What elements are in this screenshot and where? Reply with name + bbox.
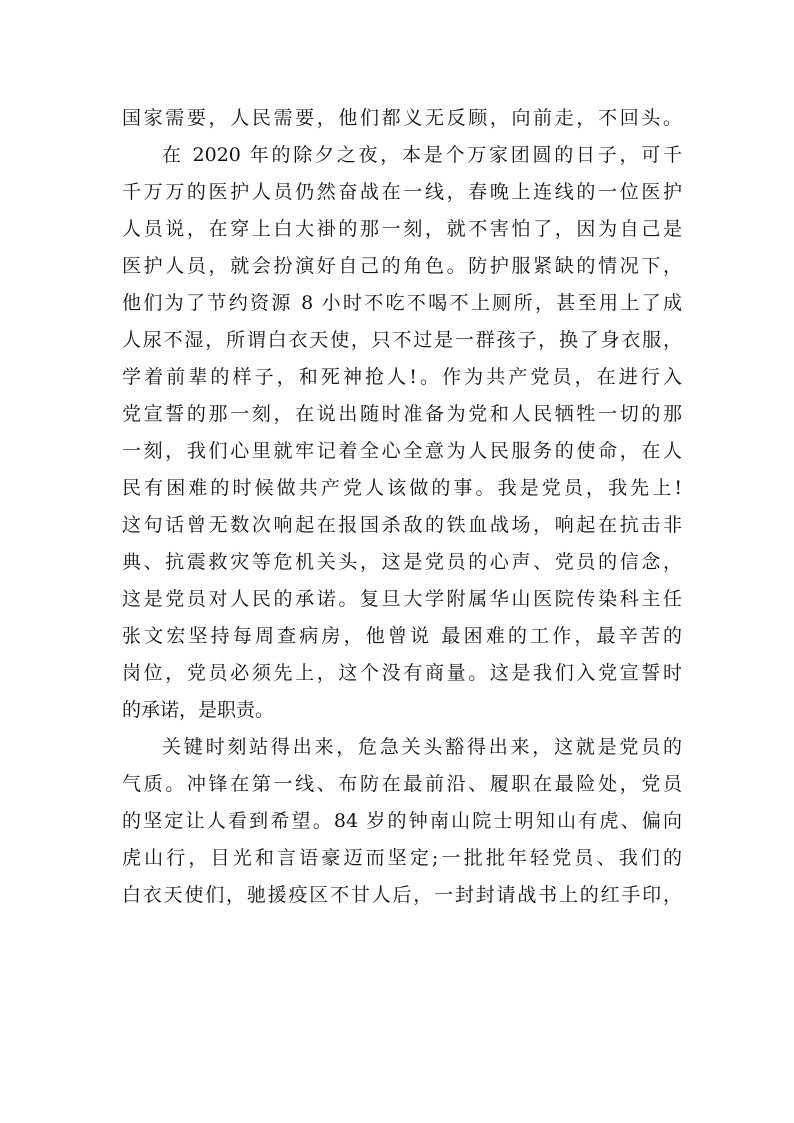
paragraph-start-line: 关键时刻站得出来，危急关头豁得出来，这就是党员的 <box>162 736 682 758</box>
text-line: 千万万的医护人员仍然奋战在一线，春晚上连线的一位医护 <box>122 181 682 203</box>
text-line: 党宣誓的那一刻，在说出随时准备为党和人民牺牲一切的那 <box>122 403 682 425</box>
paragraph-start-line: 在 2020 年的除夕之夜，本是个万家团圆的日子，可千 <box>162 144 682 166</box>
text-line: 医护人员，就会扮演好自己的角色。防护服紧缺的情况下， <box>122 255 682 277</box>
text-line: 学着前辈的样子，和死神抢人!。作为共产党员，在进行入 <box>122 366 682 388</box>
text-line: 岗位，党员必须先上，这个没有商量。这是我们入党宣誓时 <box>122 662 682 684</box>
body-text <box>122 100 682 914</box>
text-line: 气质。冲锋在第一线、布防在最前沿、履职在最险处，党员 <box>122 773 682 795</box>
text-line: 他们为了节约资源 8 小时不吃不喝不上厕所，甚至用上了成 <box>122 292 682 314</box>
text-line: 虎山行，目光和言语豪迈而坚定;一批批年轻党员、我们的 <box>122 847 682 869</box>
text-line: 一刻，我们心里就牢记着全心全意为人民服务的使命，在人 <box>122 440 682 462</box>
text-line: 典、抗震救灾等危机关头，这是党员的心声、党员的信念， <box>122 551 682 573</box>
paragraph-end-line: 的承诺，是职责。 <box>122 699 275 721</box>
text-line: 民有困难的时候做共产党人该做的事。我是党员，我先上! <box>122 477 682 499</box>
text-line: 张文宏坚持每周查病房，他曾说 最困难的工作，最辛苦的 <box>122 625 682 647</box>
text-line: 这句话曾无数次响起在报国杀敌的铁血战场，响起在抗击非 <box>122 514 682 536</box>
text-line: 这是党员对人民的承诺。复旦大学附属华山医院传染科主任 <box>122 588 682 610</box>
text-line: 人员说，在穿上白大褂的那一刻，就不害怕了，因为自己是 <box>122 218 682 240</box>
text-line: 人尿不湿，所谓白衣天使，只不过是一群孩子，换了身衣服， <box>122 329 682 351</box>
text-line: 白衣天使们，驰援疫区不甘人后，一封封请战书上的红手印， <box>122 884 682 906</box>
text-line: 国家需要，人民需要，他们都义无反顾，向前走，不回头。 <box>122 107 682 129</box>
text-line: 的坚定让人看到希望。84 岁的钟南山院士明知山有虎、偏向 <box>122 810 682 832</box>
